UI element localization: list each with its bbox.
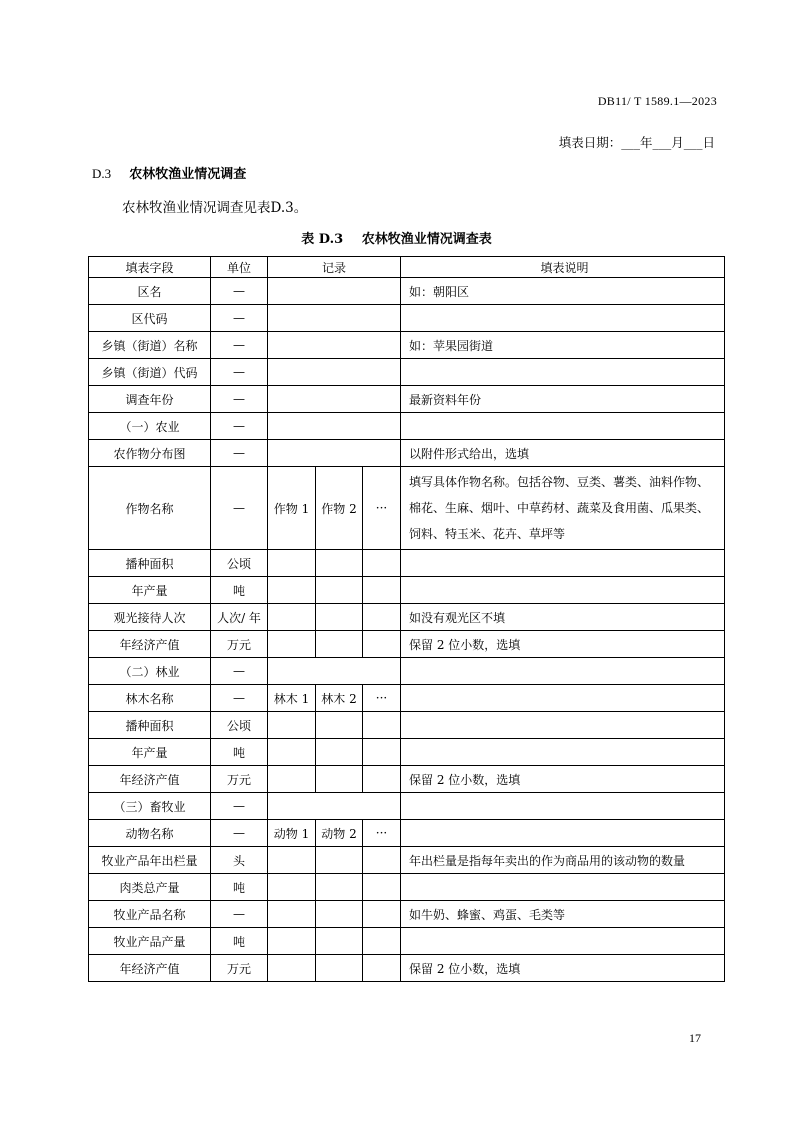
record-cell: [268, 874, 316, 901]
note-cell: [401, 874, 725, 901]
table-row: [89, 928, 725, 955]
note-cell: [401, 550, 725, 577]
field-cell: 调查年份: [89, 386, 211, 413]
field-cell: 播种面积: [89, 550, 211, 577]
table-row: [89, 305, 725, 332]
table-body: [89, 278, 725, 982]
table-caption-number: 表 D.3: [301, 232, 344, 247]
unit-cell: —: [211, 359, 268, 386]
record-cell: [268, 766, 316, 793]
record-cell: [268, 278, 401, 305]
header-unit: 单位: [211, 257, 268, 278]
record-cell: [363, 550, 401, 577]
record-cell: 动物 1: [268, 820, 316, 847]
table-row: [89, 440, 725, 467]
field-cell: 作物名称: [89, 467, 211, 550]
record-cell: ···: [363, 685, 401, 712]
record-cell: [268, 955, 316, 982]
field-cell: 区代码: [89, 305, 211, 332]
field-cell: 牧业产品名称: [89, 901, 211, 928]
fill-date-line: 填表日期：___年___月___日: [558, 135, 715, 150]
unit-cell: 吨: [211, 577, 268, 604]
unit-cell: 吨: [211, 874, 268, 901]
table-row: [89, 820, 725, 847]
record-cell: [363, 928, 401, 955]
table-row: [89, 359, 725, 386]
unit-cell: 公顷: [211, 712, 268, 739]
note-cell: 保留 2 位小数，选填: [401, 631, 725, 658]
unit-cell: 人次/ 年: [211, 604, 268, 631]
field-cell: 农作物分布图: [89, 440, 211, 467]
record-cell: [316, 631, 363, 658]
record-cell: [316, 712, 363, 739]
field-cell: 牧业产品产量: [89, 928, 211, 955]
record-cell: 林木 2: [316, 685, 363, 712]
table-row: [89, 604, 725, 631]
unit-cell: 公顷: [211, 550, 268, 577]
record-cell: [363, 604, 401, 631]
field-cell: 乡镇（街道）代码: [89, 359, 211, 386]
header-record: 记录: [268, 257, 401, 278]
note-cell: 如：苹果园街道: [401, 332, 725, 359]
record-cell: [363, 577, 401, 604]
field-cell: 观光接待人次: [89, 604, 211, 631]
note-cell: [401, 577, 725, 604]
table-row: [89, 631, 725, 658]
record-cell: [268, 359, 401, 386]
record-cell: 作物 1: [268, 467, 316, 550]
record-cell: [316, 604, 363, 631]
survey-table: [88, 256, 725, 982]
table-row: [89, 766, 725, 793]
table-caption-title: 农林牧渔业情况调查表: [361, 232, 492, 247]
note-cell: [401, 685, 725, 712]
page-number: 17: [689, 1031, 701, 1045]
record-cell: [363, 874, 401, 901]
table-row: [89, 739, 725, 766]
unit-cell: —: [211, 658, 268, 685]
unit-cell: 万元: [211, 631, 268, 658]
record-cell: [316, 766, 363, 793]
field-cell: 肉类总产量: [89, 874, 211, 901]
unit-cell: 万元: [211, 766, 268, 793]
note-cell: [401, 739, 725, 766]
unit-cell: —: [211, 305, 268, 332]
table-caption: [0, 228, 793, 247]
record-cell: [363, 901, 401, 928]
record-cell: [316, 847, 363, 874]
record-cell: [268, 928, 316, 955]
record-cell: [316, 901, 363, 928]
unit-cell: —: [211, 413, 268, 440]
record-cell: [363, 739, 401, 766]
section-title: 农林牧渔业情况调查: [129, 167, 247, 182]
table-row: [89, 577, 725, 604]
table-row: [89, 550, 725, 577]
field-cell: 年经济产值: [89, 766, 211, 793]
record-cell: [316, 874, 363, 901]
record-cell: [268, 413, 401, 440]
record-cell: [268, 793, 401, 820]
field-cell: 牧业产品年出栏量: [89, 847, 211, 874]
note-cell: [401, 359, 725, 386]
unit-cell: —: [211, 820, 268, 847]
record-cell: [316, 550, 363, 577]
record-cell: [316, 739, 363, 766]
header-field: 填表字段: [89, 257, 211, 278]
table-row: [89, 332, 725, 359]
record-cell: 动物 2: [316, 820, 363, 847]
record-cell: [363, 847, 401, 874]
field-cell: 动物名称: [89, 820, 211, 847]
note-cell: [401, 928, 725, 955]
table-row: [89, 467, 725, 550]
record-cell: ···: [363, 467, 401, 550]
record-cell: [363, 712, 401, 739]
table-row: [89, 685, 725, 712]
record-cell: [363, 631, 401, 658]
note-cell: 如牛奶、蜂蜜、鸡蛋、毛类等: [401, 901, 725, 928]
unit-cell: —: [211, 685, 268, 712]
record-cell: [316, 928, 363, 955]
table-row: [89, 712, 725, 739]
unit-cell: —: [211, 386, 268, 413]
field-cell: 播种面积: [89, 712, 211, 739]
record-cell: ···: [363, 820, 401, 847]
unit-cell: 吨: [211, 739, 268, 766]
record-cell: [363, 955, 401, 982]
note-cell: 年出栏量是指每年卖出的作为商品用的该动物的数量: [401, 847, 725, 874]
table-header-row: [89, 257, 725, 278]
record-cell: [268, 386, 401, 413]
record-cell: [268, 332, 401, 359]
unit-cell: —: [211, 332, 268, 359]
record-cell: [268, 712, 316, 739]
table-row: [89, 413, 725, 440]
table-row: [89, 658, 725, 685]
field-cell: （二）林业: [89, 658, 211, 685]
record-cell: [268, 658, 401, 685]
field-cell: （一）农业: [89, 413, 211, 440]
field-cell: 年产量: [89, 577, 211, 604]
note-cell: 保留 2 位小数，选填: [401, 955, 725, 982]
note-cell: [401, 793, 725, 820]
table-row: [89, 793, 725, 820]
note-cell: [401, 658, 725, 685]
note-cell: 保留 2 位小数，选填: [401, 766, 725, 793]
unit-cell: —: [211, 467, 268, 550]
table-row: [89, 901, 725, 928]
note-cell: [401, 712, 725, 739]
field-cell: 年产量: [89, 739, 211, 766]
section-intro: 农林牧渔业情况调查见表D.3。: [122, 200, 308, 216]
record-cell: [268, 604, 316, 631]
record-cell: [268, 577, 316, 604]
header-note: 填表说明: [401, 257, 725, 278]
unit-cell: —: [211, 901, 268, 928]
table-row: [89, 847, 725, 874]
record-cell: [268, 739, 316, 766]
standard-code: DB11/ T 1589.1—2023: [597, 94, 717, 108]
table-row: [89, 874, 725, 901]
note-cell: 最新资料年份: [401, 386, 725, 413]
unit-cell: —: [211, 440, 268, 467]
record-cell: [268, 440, 401, 467]
record-cell: [268, 550, 316, 577]
field-cell: 林木名称: [89, 685, 211, 712]
record-cell: 作物 2: [316, 467, 363, 550]
note-cell: [401, 413, 725, 440]
unit-cell: —: [211, 793, 268, 820]
table-row: [89, 386, 725, 413]
table-row: [89, 278, 725, 305]
note-cell: 填写具体作物名称。包括谷物、豆类、薯类、油料作物、棉花、生麻、烟叶、中草药材、蔬菜及食用菌、瓜果类、饲料、特玉米、花卉、草坪等: [401, 467, 725, 550]
record-cell: [268, 631, 316, 658]
unit-cell: —: [211, 278, 268, 305]
note-cell: 以附件形式给出，选填: [401, 440, 725, 467]
record-cell: [316, 577, 363, 604]
unit-cell: 吨: [211, 928, 268, 955]
field-cell: （三）畜牧业: [89, 793, 211, 820]
record-cell: [268, 901, 316, 928]
unit-cell: 头: [211, 847, 268, 874]
field-cell: 乡镇（街道）名称: [89, 332, 211, 359]
record-cell: [268, 847, 316, 874]
field-cell: 年经济产值: [89, 955, 211, 982]
note-cell: 如：朝阳区: [401, 278, 725, 305]
note-cell: 如没有观光区不填: [401, 604, 725, 631]
section-heading: [92, 163, 246, 182]
record-cell: [268, 305, 401, 332]
record-cell: [363, 766, 401, 793]
note-cell: [401, 820, 725, 847]
note-cell: [401, 305, 725, 332]
table-row: [89, 955, 725, 982]
record-cell: 林木 1: [268, 685, 316, 712]
record-cell: [316, 955, 363, 982]
unit-cell: 万元: [211, 955, 268, 982]
field-cell: 区名: [89, 278, 211, 305]
section-number: D.3: [92, 166, 112, 181]
field-cell: 年经济产值: [89, 631, 211, 658]
